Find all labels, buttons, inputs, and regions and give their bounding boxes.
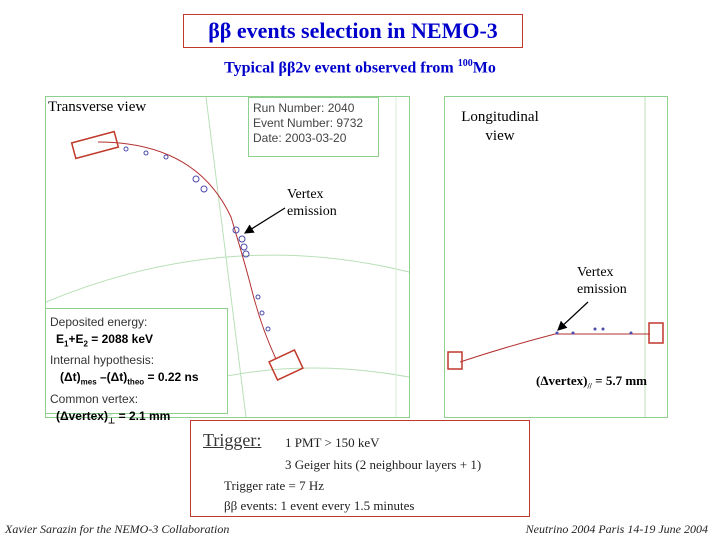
- slide-subtitle: [0, 58, 720, 77]
- long-geiger-hits: [556, 328, 633, 335]
- footer-author: Xavier Sarazin for the NEMO-3 Collaboration: [5, 522, 230, 536]
- trigger-geiger: 3 Geiger hits (2 neighbour layers + 1): [285, 457, 482, 472]
- transverse-view-label: Transverse view: [48, 99, 147, 115]
- deposited-energy-box: [45, 308, 228, 426]
- isotope-symbol: Mo: [472, 59, 496, 77]
- longitudinal-delta-vertex: $(\Delta vertex)_{//} = 5.7$ mm: [536, 373, 647, 391]
- trigger-label: Trigger:: [203, 430, 262, 450]
- electron-track-1: [98, 142, 251, 287]
- long-track-left: [460, 334, 555, 362]
- calorimeter-hit-top: [72, 132, 119, 159]
- subtitle-prefix: Typical ββ2ν event observed from: [224, 59, 458, 77]
- long-calorimeter-left: [448, 352, 462, 369]
- trigger-pmt: 1 PMT > 150 keV: [285, 435, 380, 450]
- trigger-event-rate: ββ events: 1 event every 1.5 minutes: [224, 498, 415, 513]
- slide-title: ββ events selection in NEMO-3: [183, 14, 523, 48]
- footer-conference: Neutrino 2004 Paris 14-19 June 2004: [525, 522, 708, 536]
- time-difference: $(\Delta t)_{mes}$ $-(\Delta t)_{theo} = 0.22$ ns: [60, 370, 199, 387]
- energy-sum: $E_1+E_2 = 2088$ keV: [56, 332, 154, 349]
- deposited-energy-heading: Deposited energy:: [50, 315, 148, 329]
- run-number: Run Number: 2040: [253, 101, 355, 115]
- longitudinal-vertex-label: Vertex emission: [577, 265, 627, 297]
- long-calorimeter-right: [649, 323, 663, 343]
- geiger-hits: [124, 147, 270, 331]
- longitudinal-view-label: Longitudinal view: [461, 109, 539, 144]
- run-info-box: [248, 97, 379, 157]
- common-vertex-heading: Common vertex:: [50, 391, 139, 406]
- electron-track-2: [251, 287, 276, 359]
- transverse-delta-vertex: $(\Delta vertex)_\perp = 2.1$ mm: [56, 408, 171, 426]
- trigger-rate: Trigger rate = 7 Hz: [224, 478, 324, 493]
- event-number: Event Number: 9732: [253, 116, 364, 130]
- isotope-mass: 100: [457, 58, 473, 69]
- transverse-vertex-label: Vertex emission: [287, 187, 337, 219]
- internal-hypothesis-heading: Internal hypothesis:: [50, 353, 155, 368]
- detector-arc-outer: [46, 255, 409, 302]
- event-date: Date: 2003-03-20: [253, 131, 347, 145]
